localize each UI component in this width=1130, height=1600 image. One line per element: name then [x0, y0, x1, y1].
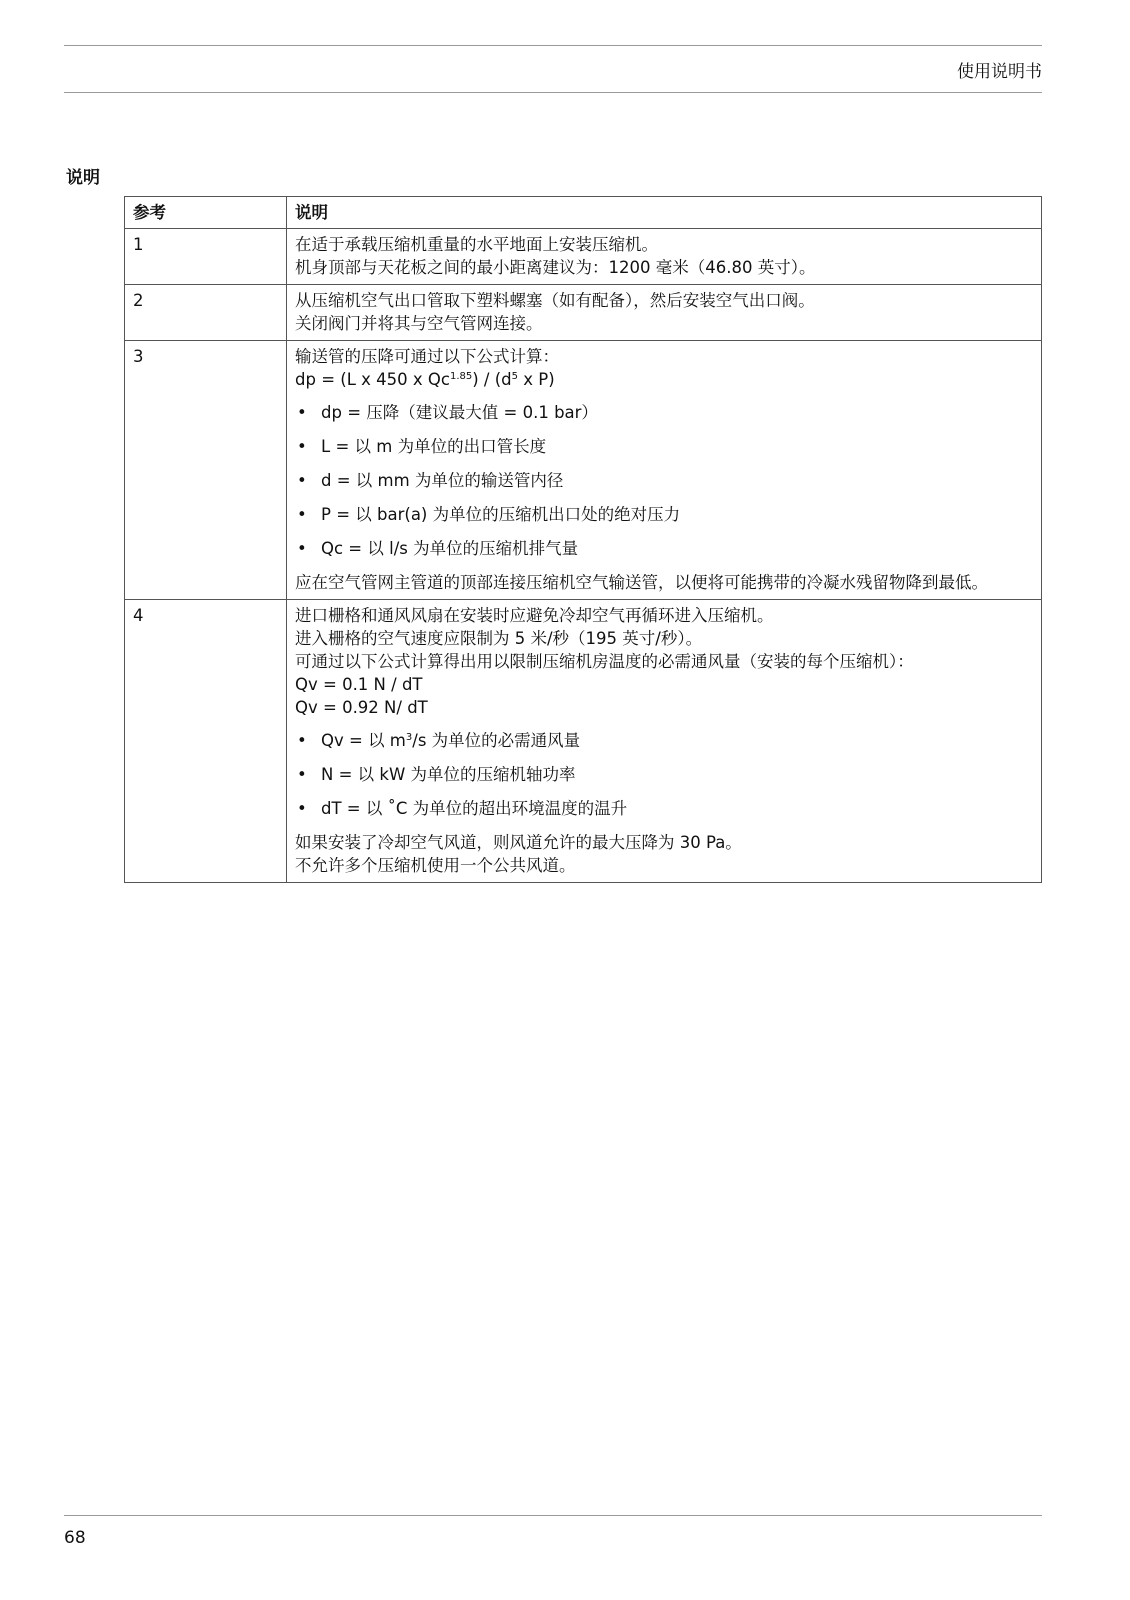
list-item: • dp = 压降（建议最大值 = 0.1 bar） — [295, 401, 1033, 424]
text-line: 如果安装了冷却空气风道，则风道允许的最大压降为 30 Pa。 — [295, 833, 742, 852]
variable-list — [295, 729, 1033, 820]
document-title: 使用说明书 — [957, 62, 1042, 82]
variable-list — [295, 401, 1033, 560]
table-row — [125, 600, 1042, 883]
description-cell — [287, 600, 1042, 883]
ref-cell: 2 — [125, 285, 287, 341]
text-line: 机身顶部与天花板之间的最小距离建议为：1200 毫米（46.80 英寸）。 — [295, 258, 816, 277]
list-item: • d = 以 mm 为单位的输送管内径 — [295, 469, 1033, 492]
formula-exponent: 5 — [511, 371, 519, 382]
description-cell — [287, 285, 1042, 341]
table-row — [125, 229, 1042, 285]
list-item: • dT = 以 ˚C 为单位的超出环境温度的温升 — [295, 797, 1033, 820]
column-header-ref: 参考 — [125, 197, 287, 229]
text-line: 在适于承载压缩机重量的水平地面上安装压缩机。 — [295, 235, 658, 254]
list-item-text: Qv = 以 m — [321, 731, 406, 750]
text-line: 进口栅格和通风风扇在安装时应避免冷却空气再循环进入压缩机。 — [295, 606, 774, 625]
list-item: • Qc = 以 l/s 为单位的压缩机排气量 — [295, 537, 1033, 560]
ventilation-formula: Qv = 0.92 N/ dT — [295, 698, 428, 717]
description-cell — [287, 229, 1042, 285]
formula-part: ) / (d — [472, 370, 512, 389]
header-top-rule — [64, 45, 1042, 46]
text-line: 不允许多个压缩机使用一个公共风道。 — [295, 856, 576, 875]
table-header-row — [125, 197, 1042, 229]
section-heading: 说明 — [66, 168, 100, 188]
list-item: • P = 以 bar(a) 为单位的压缩机出口处的绝对压力 — [295, 503, 1033, 526]
footer-rule — [64, 1515, 1042, 1516]
unit-exponent: 3 — [405, 732, 413, 743]
formula-part: dp = (L x 450 x Qc — [295, 370, 450, 389]
page-number: 68 — [64, 1528, 86, 1548]
text-line: 关闭阀门并将其与空气管网连接。 — [295, 314, 543, 333]
formula-part: x P) — [518, 370, 555, 389]
list-item-text: /s 为单位的必需通风量 — [412, 731, 581, 750]
text-line: 进入栅格的空气速度应限制为 5 米/秒（195 英寸/秒）。 — [295, 629, 703, 648]
description-cell — [287, 341, 1042, 600]
list-item: • N = 以 kW 为单位的压缩机轴功率 — [295, 763, 1033, 786]
table-row — [125, 285, 1042, 341]
text-line: 从压缩机空气出口管取下塑料螺塞（如有配备），然后安装空气出口阀。 — [295, 291, 815, 310]
column-header-description: 说明 — [287, 197, 1042, 229]
list-item — [295, 729, 1033, 752]
ref-cell: 3 — [125, 341, 287, 600]
ventilation-formula: Qv = 0.1 N / dT — [295, 675, 423, 694]
text-line: 应在空气管网主管道的顶部连接压缩机空气输送管，以便将可能携带的冷凝水残留物降到最低。 — [295, 573, 988, 592]
text-line: 可通过以下公式计算得出用以限制压缩机房温度的必需通风量（安装的每个压缩机）： — [295, 652, 914, 671]
list-item: • L = 以 m 为单位的出口管长度 — [295, 435, 1033, 458]
reference-table — [124, 196, 1042, 883]
ref-cell: 1 — [125, 229, 287, 285]
ref-cell: 4 — [125, 600, 287, 883]
table-row — [125, 341, 1042, 600]
text-line: 输送管的压降可通过以下公式计算： — [295, 347, 559, 366]
formula-exponent: 1.85 — [449, 371, 473, 382]
pressure-drop-formula — [295, 368, 1033, 391]
header-bottom-rule — [64, 92, 1042, 93]
